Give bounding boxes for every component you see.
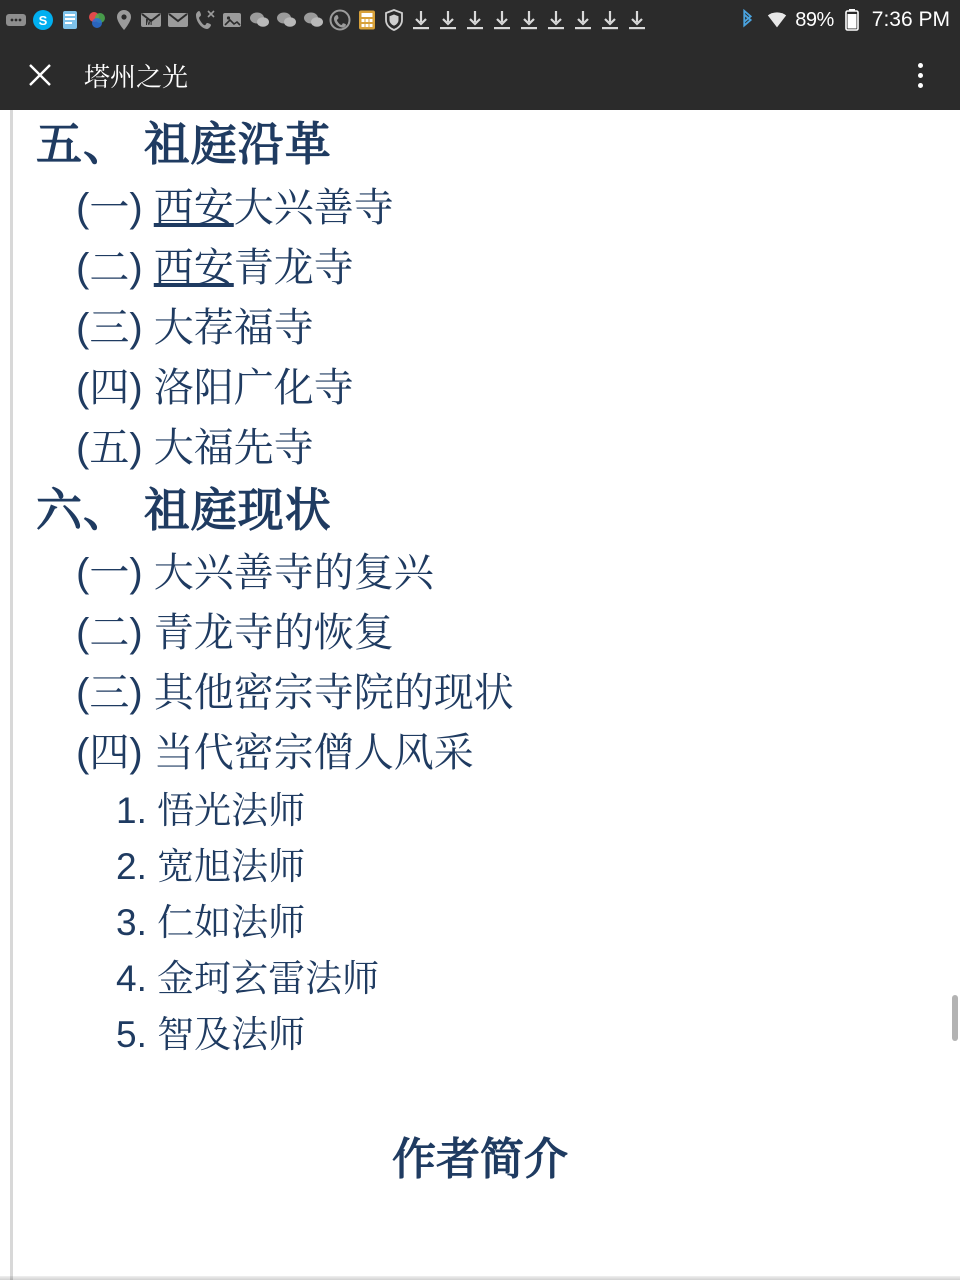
toc-subitem-number: 2. [116, 846, 158, 888]
toc-item-5-3[interactable] [76, 302, 942, 354]
toc-item-5-5[interactable] [76, 422, 942, 474]
toc-subitem-number: 5. [116, 1014, 158, 1056]
close-icon[interactable] [18, 53, 62, 97]
toc-item-prefix: (二) [76, 611, 154, 655]
toc-subitem-5[interactable] [116, 1011, 942, 1059]
toc-subitem-4[interactable] [116, 955, 942, 1003]
battery-percent: 89% [795, 8, 834, 31]
left-margin-rule [10, 110, 13, 1280]
status-bar-notification-icons [4, 8, 735, 32]
download-icon [625, 8, 649, 32]
photos-icon [85, 8, 109, 32]
toc-item-prefix: (四) [76, 731, 154, 775]
toc-item-text: 当代密宗僧人风采 [153, 731, 474, 775]
download-icon [598, 8, 622, 32]
toc-subitem-3[interactable] [116, 899, 942, 947]
location-pin-icon [112, 8, 136, 32]
messaging-icon [4, 8, 28, 32]
calculator-icon [355, 8, 379, 32]
toc-subitem-number: 4. [116, 958, 158, 1000]
toc-item-5-1[interactable] [76, 182, 942, 234]
missed-call-icon [193, 8, 217, 32]
wifi-icon [765, 8, 789, 32]
toc-subitem-text: 悟光法师 [157, 790, 306, 831]
gmail-icon [139, 8, 163, 32]
toc-subitem-1[interactable] [116, 787, 942, 835]
toc-item-link[interactable]: 西安 [153, 185, 234, 230]
status-bar [0, 0, 960, 40]
toc-subitem-text: 宽旭法师 [157, 846, 306, 888]
chat-bubble-icon [247, 8, 271, 32]
toc-item-6-3[interactable] [76, 667, 942, 719]
toc-item-6-1[interactable] [76, 547, 942, 599]
toc-item-prefix: (三) [76, 671, 154, 715]
app-bar [0, 40, 960, 110]
status-bar-clock: 7:36 PM [871, 8, 950, 31]
heading-section-five: 五、 祖庭沿革 [36, 118, 332, 170]
toc-item-text: 大兴善寺的复兴 [153, 551, 434, 595]
toc-item-6-2[interactable] [76, 607, 942, 659]
toc-item-prefix: (一) [76, 185, 154, 230]
chat-bubble-icon [274, 8, 298, 32]
note-icon [58, 8, 82, 32]
image-icon [220, 8, 244, 32]
svg-text:S: S [38, 13, 48, 28]
author-bio-title: 作者简介 [392, 1135, 568, 1185]
email-icon [166, 8, 190, 32]
toc-item-text: 其他密宗寺院的现状 [153, 671, 514, 715]
chat-bubble-icon [301, 8, 325, 32]
download-icon [436, 8, 460, 32]
shield-icon [382, 8, 406, 32]
toc-item-prefix: (二) [76, 245, 154, 290]
toc-item-text: 青龙寺 [233, 245, 354, 290]
svg-text:M: M [145, 18, 153, 27]
toc-item-5-4[interactable] [76, 362, 942, 414]
toc-item-prefix: (三) [76, 305, 154, 350]
page-bottom-edge [0, 1276, 960, 1280]
heading-section-six: 六、 祖庭现状 [36, 483, 332, 536]
bluetooth-icon [735, 8, 759, 32]
download-icon [517, 8, 541, 32]
toc-item-prefix: (五) [76, 425, 154, 470]
toc-item-6-4[interactable] [76, 727, 942, 779]
toc-subitem-number: 1. [116, 790, 158, 831]
battery-icon [840, 8, 864, 32]
more-vertical-icon[interactable] [898, 53, 942, 97]
download-icon [571, 8, 595, 32]
app-title: 塔州之光 [84, 61, 189, 92]
toc-item-prefix: (四) [76, 365, 154, 410]
toc-item-text: 洛阳广化寺 [153, 365, 354, 410]
toc-item-link[interactable]: 西安 [153, 245, 234, 290]
toc-subitem-2[interactable] [116, 843, 942, 891]
document-content[interactable] [0, 110, 960, 1280]
toc-subitem-text: 金珂玄雷法师 [157, 958, 380, 1000]
toc-subitem-number: 3. [116, 902, 158, 944]
toc-item-text: 大福先寺 [153, 425, 314, 470]
toc-item-text: 大荐福寺 [153, 305, 314, 350]
toc-item-5-2[interactable] [76, 242, 942, 294]
status-bar-system-icons [735, 8, 950, 32]
toc-item-text: 大兴善寺 [233, 185, 394, 230]
vertical-scrollbar-thumb[interactable] [952, 995, 958, 1041]
toc-subitem-text: 仁如法师 [157, 902, 306, 944]
download-icon [544, 8, 568, 32]
toc-subitem-text: 智及法师 [157, 1014, 306, 1056]
download-icon [490, 8, 514, 32]
toc-item-prefix: (一) [76, 551, 154, 595]
skype-icon [31, 8, 55, 32]
download-icon [463, 8, 487, 32]
toc-item-text: 青龙寺的恢复 [153, 611, 394, 655]
download-icon [409, 8, 433, 32]
whatsapp-call-icon [328, 8, 352, 32]
